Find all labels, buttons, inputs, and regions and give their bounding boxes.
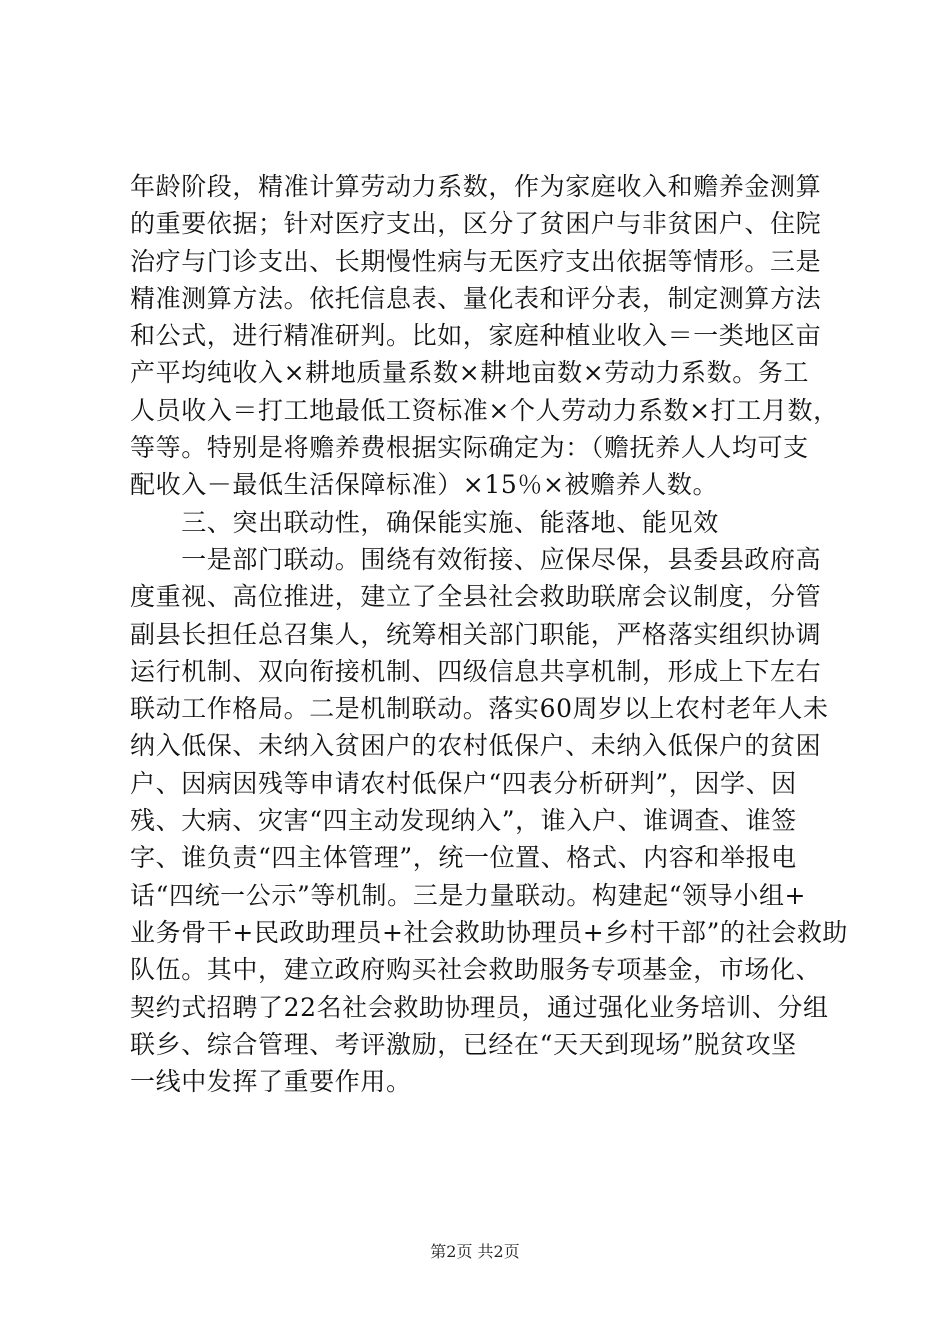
document-body	[130, 168, 849, 1100]
text-line: 一是部门联动。围绕有效衔接、应保尽保，县委县政府高	[130, 544, 822, 574]
text-line: 队伍。其中，建立政府购买社会救助服务专项基金，市场化、	[130, 955, 822, 985]
text-line: 一线中发挥了重要作用。	[130, 1067, 412, 1097]
text-line: 联乡、综合管理、考评激励，已经在“天天到现场”脱贫攻坚	[130, 1029, 797, 1059]
text-line: 人员收入＝打工地最低工资标准×个人劳动力系数×打工月数，	[130, 395, 839, 425]
text-line: 契约式招聘了22名社会救助协理员，通过强化业务培训、分组	[130, 992, 829, 1022]
text-line: 字、谁负责“四主体管理”，统一位置、格式、内容和举报电	[130, 843, 797, 873]
text-line: 和公式，进行精准研判。比如，家庭种植业收入＝一类地区亩	[130, 321, 822, 351]
text-line: 配收入－最低生活保障标准）×15％×被赡养人数。	[130, 470, 719, 500]
text-line: 纳入低保、未纳入贫困户的农村低保户、未纳入低保户的贫困	[130, 731, 822, 761]
page-number-footer: 第2页 共2页	[430, 1242, 520, 1261]
text-line: 精准测算方法。依托信息表、量化表和评分表，制定测算方法	[130, 283, 822, 313]
text-line: 治疗与门诊支出、长期慢性病与无医疗支出依据等情形。三是	[130, 246, 822, 276]
text-line: 年龄阶段，精准计算劳动力系数，作为家庭收入和赡养金测算	[130, 172, 822, 201]
text-line: 的重要依据；针对医疗支出，区分了贫困户与非贫困户、住院	[130, 209, 822, 239]
text-line: 残、大病、灾害“四主动发现纳入”，谁入户、谁调查、谁签	[130, 806, 797, 836]
text-line: 话“四统一公示”等机制。三是力量联动。构建起“领导小组+	[130, 880, 807, 910]
text-line: 联动工作格局。二是机制联动。落实60周岁以上农村老年人未	[130, 694, 829, 724]
text-line: 运行机制、双向衔接机制、四级信息共享机制，形成上下左右	[130, 656, 822, 686]
text-line: 度重视、高位推进，建立了全县社会救助联席会议制度，分管	[130, 582, 822, 612]
text-line: 户、因病因残等申请农村低保户“四表分析研判”，因学、因	[130, 768, 797, 798]
text-line: 产平均纯收入×耕地质量系数×耕地亩数×劳动力系数。务工	[130, 358, 810, 388]
section-heading: 三、突出联动性，确保能实施、能落地、能见效	[130, 507, 719, 537]
text-line: 副县长担任总召集人，统筹相关部门职能，严格落实组织协调	[130, 619, 822, 649]
text-line: 业务骨干+民政助理员+社会救助协理员+乡村干部”的社会救助	[130, 917, 849, 947]
text-line: 等等。特别是将赡养费根据实际确定为：（赡抚养人人均可支	[130, 433, 809, 463]
